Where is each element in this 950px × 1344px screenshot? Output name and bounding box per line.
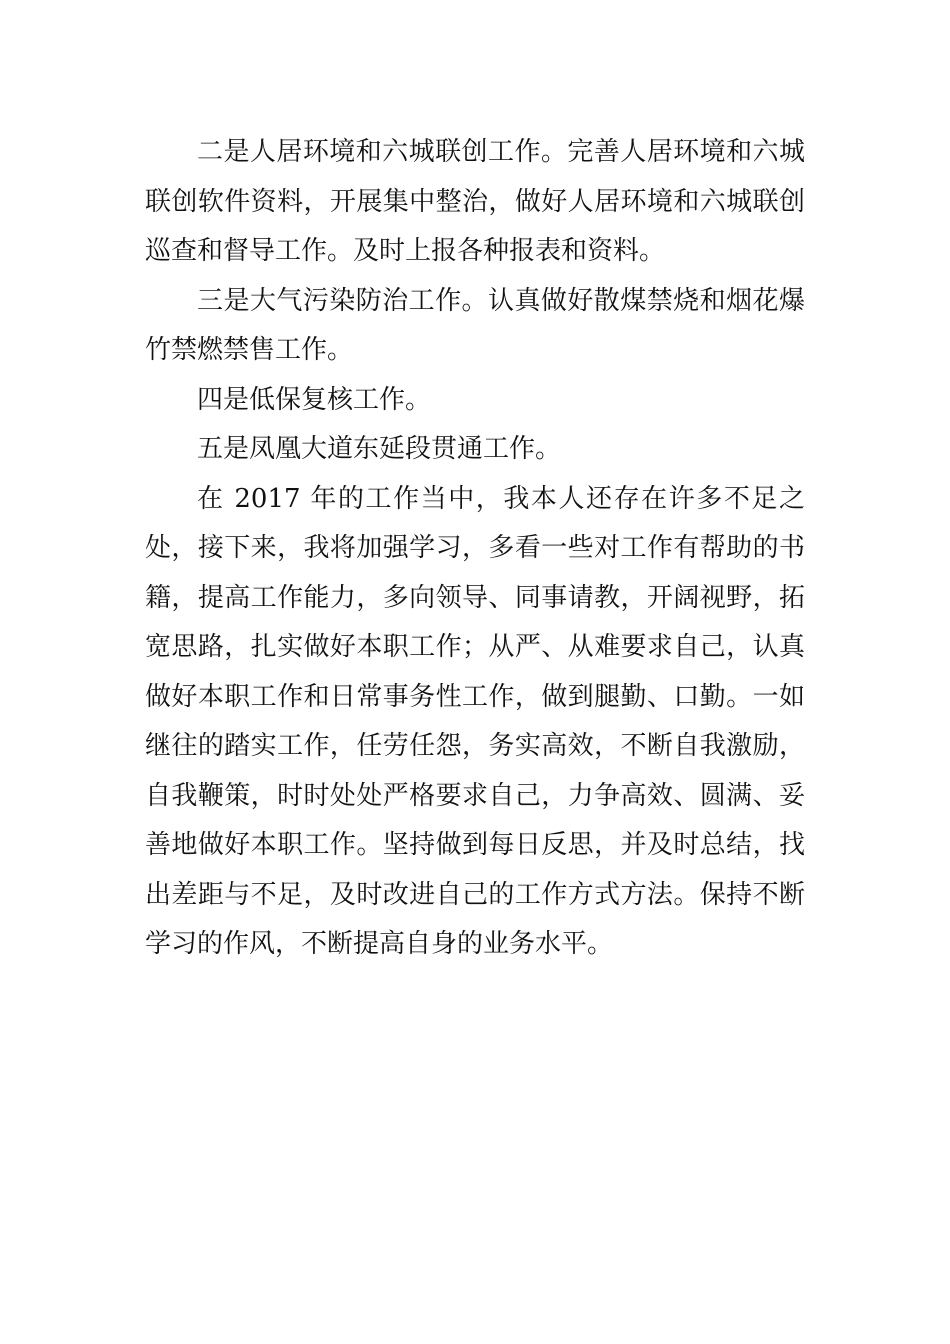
document-body [145,128,805,970]
paragraph-subsistence-review: 四是低保复核工作。 [197,384,432,415]
paragraph-air-pollution: 三是大气污染防治工作。认真做好散煤禁烧和烟花爆竹禁燃禁售工作。 [145,285,805,365]
paragraph-self-assessment: 在 2017 年的工作当中，我本人还存在许多不足之处，接下来，我将加强学习，多看一些对工作有帮助的书籍，提高工作能力，多向领导、同事请教，开阔视野，拓宽思路，扎实做好本职工作；从严、从难要求自己，认真做好本职工作和日常事务性工作，做到腿勤、口勤。一如继往的踏实工作，任劳任怨，务实高效，不断自我激励，自我鞭策，时时处处严格要求自己，力争高效、圆满、妥善地做好本职工作。坚持做到每日反思，并及时总结，找出差距与不足，及时改进自己的工作方式方法。保持不断学习的作风，不断提高自身的业务水平。 [145,483,805,959]
paragraph-residential-environment: 二是人居环境和六城联创工作。完善人居环境和六城联创软件资料，开展集中整治，做好人居环境和六城联创巡查和督导工作。及时上报各种报表和资料。 [145,137,805,266]
paragraph-phoenix-avenue: 五是凤凰大道东延段贯通工作。 [197,434,562,464]
